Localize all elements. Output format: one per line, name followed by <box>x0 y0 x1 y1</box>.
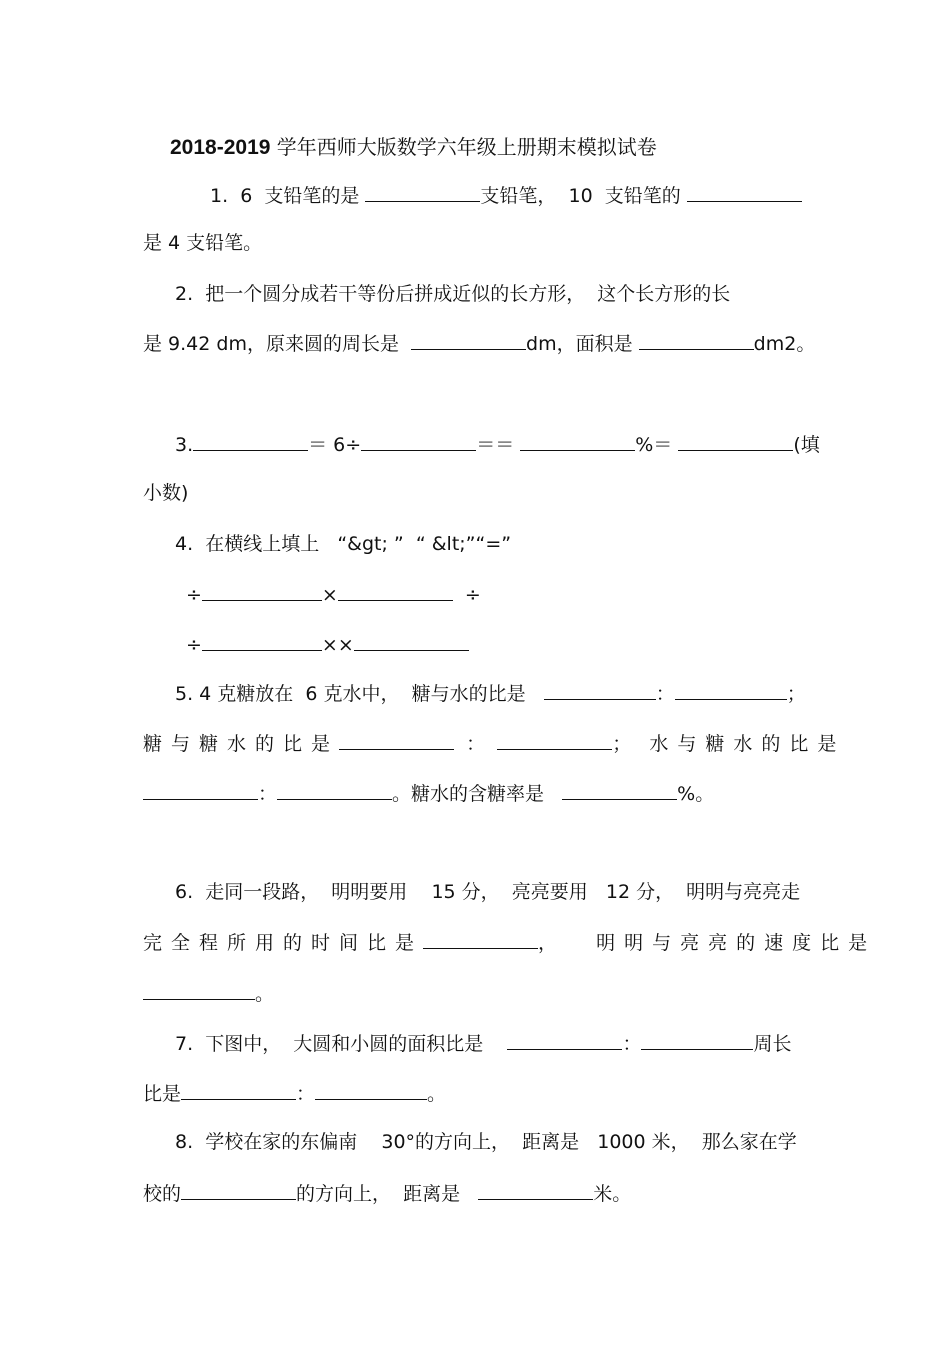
question-3-line-2: 小数) <box>143 482 189 504</box>
answer-blank[interactable] <box>678 432 793 451</box>
answer-blank[interactable] <box>639 331 754 350</box>
answer-blank[interactable] <box>193 432 308 451</box>
answer-blank[interactable] <box>544 681 656 700</box>
colon: ： <box>296 1083 316 1105</box>
answer-blank[interactable] <box>497 731 612 750</box>
answer-blank[interactable] <box>641 1031 753 1050</box>
question-1-line-2: 是 4 支铅笔。 <box>143 232 263 254</box>
q7-text-d: 。 <box>427 1083 447 1105</box>
divide-sign: ÷ <box>186 584 202 606</box>
question-8-line-2 <box>143 1181 631 1206</box>
q2-text-b: 是 9.42 dm，原来圆的周长是 <box>143 333 412 355</box>
q8-text-c: 的方向上， 距离是 <box>296 1183 479 1205</box>
q3-text-d: %＝ <box>635 434 679 456</box>
answer-blank[interactable] <box>181 1181 296 1200</box>
question-4-row-1 <box>186 582 481 607</box>
title-year: 2018-2019 <box>170 136 271 159</box>
colon: ： <box>622 1033 642 1055</box>
answer-blank[interactable] <box>365 183 480 202</box>
divide-sign: ÷ <box>452 584 481 606</box>
answer-blank[interactable] <box>202 582 322 601</box>
q7-text-a: 7. 下图中， 大圆和小圆的面积比是 <box>175 1033 508 1055</box>
answer-blank[interactable] <box>143 981 255 1000</box>
question-6-line-3 <box>143 981 274 1006</box>
q6-text-c: ， 明明与亮亮的速度比是 <box>538 932 877 954</box>
times-sign: ×× <box>321 634 354 656</box>
question-5-line-2 <box>143 731 845 756</box>
answer-blank[interactable] <box>520 432 635 451</box>
q3-text-c: ＝＝ <box>476 434 521 456</box>
colon: ： <box>258 783 278 805</box>
answer-blank[interactable] <box>315 1081 427 1100</box>
q8-text-d: 米。 <box>593 1183 632 1205</box>
question-1-line-1 <box>210 183 802 208</box>
q5-text-d: 。糖水的含糖率是 <box>392 783 563 805</box>
question-4-row-2 <box>186 632 469 657</box>
answer-blank[interactable] <box>143 781 258 800</box>
semicolon: ； <box>786 683 806 705</box>
q5-text-b: 糖与糖水的比是 <box>143 733 340 755</box>
answer-blank[interactable] <box>411 331 526 350</box>
answer-blank[interactable] <box>354 632 469 651</box>
question-4-line-1: 4. 在横线上填上 “&gt; ” “ &lt;”“=” <box>175 533 512 555</box>
question-3-line-1 <box>175 432 820 457</box>
answer-blank[interactable] <box>277 781 392 800</box>
answer-blank[interactable] <box>202 632 322 651</box>
answer-blank[interactable] <box>507 1031 622 1050</box>
q6-text-d: 。 <box>255 983 275 1005</box>
title-text: 学年西师大版数学六年级上册期末模拟试卷 <box>270 135 657 159</box>
q5-text-a: 5. 4 克糖放在 6 克水中， 糖与水的比是 <box>175 683 544 705</box>
q3-text-e: (填 <box>793 434 820 456</box>
answer-blank[interactable] <box>181 1081 296 1100</box>
q7-text-c: 比是 <box>143 1083 182 1105</box>
question-6-line-1: 6. 走同一段路， 明明要用 15 分， 亮亮要用 12 分， 明明与亮亮走 <box>175 881 801 903</box>
q2-text-d: dm2。 <box>753 333 816 355</box>
q6-text-b: 完全程所用的时间比是 <box>143 932 424 954</box>
question-7-line-1 <box>175 1031 791 1056</box>
answer-blank[interactable] <box>361 432 476 451</box>
answer-blank[interactable] <box>478 1181 593 1200</box>
answer-blank[interactable] <box>423 930 538 949</box>
question-5-line-3 <box>143 781 714 806</box>
q7-text-b: 周长 <box>753 1033 792 1055</box>
q3-text-b: ＝ 6÷ <box>308 434 362 456</box>
question-5-line-1 <box>175 681 806 706</box>
question-8-line-1: 8. 学校在家的东偏南 30°的方向上， 距离是 1000 米， 那么家在学 <box>175 1131 797 1153</box>
q1-text-b: 支铅笔， 10 支铅笔的 <box>480 185 687 207</box>
q2-text-c: dm，面积是 <box>526 333 639 355</box>
answer-blank[interactable] <box>339 731 454 750</box>
question-2-line-1: 2. 把一个圆分成若干等份后拼成近似的长方形， 这个长方形的长 <box>175 283 731 305</box>
colon: ： <box>466 733 486 755</box>
semicolon: ； <box>612 733 632 755</box>
divide-sign: ÷ <box>186 634 202 656</box>
exam-title <box>170 131 657 160</box>
question-2-line-2 <box>143 331 815 356</box>
answer-blank[interactable] <box>338 582 453 601</box>
answer-blank[interactable] <box>562 781 677 800</box>
q5-text-e: %。 <box>677 783 715 805</box>
colon: ： <box>655 683 675 705</box>
question-6-line-2 <box>143 930 876 955</box>
q3-text-a: 3. <box>175 434 194 456</box>
answer-blank[interactable] <box>675 681 787 700</box>
times-sign: × <box>321 584 338 606</box>
q8-text-b: 校的 <box>143 1183 182 1205</box>
q1-text-a: 1. 6 支铅笔的是 <box>210 185 366 207</box>
q5-text-c: 水与糖水的比是 <box>649 733 846 755</box>
question-7-line-2 <box>143 1081 446 1106</box>
answer-blank[interactable] <box>687 183 802 202</box>
